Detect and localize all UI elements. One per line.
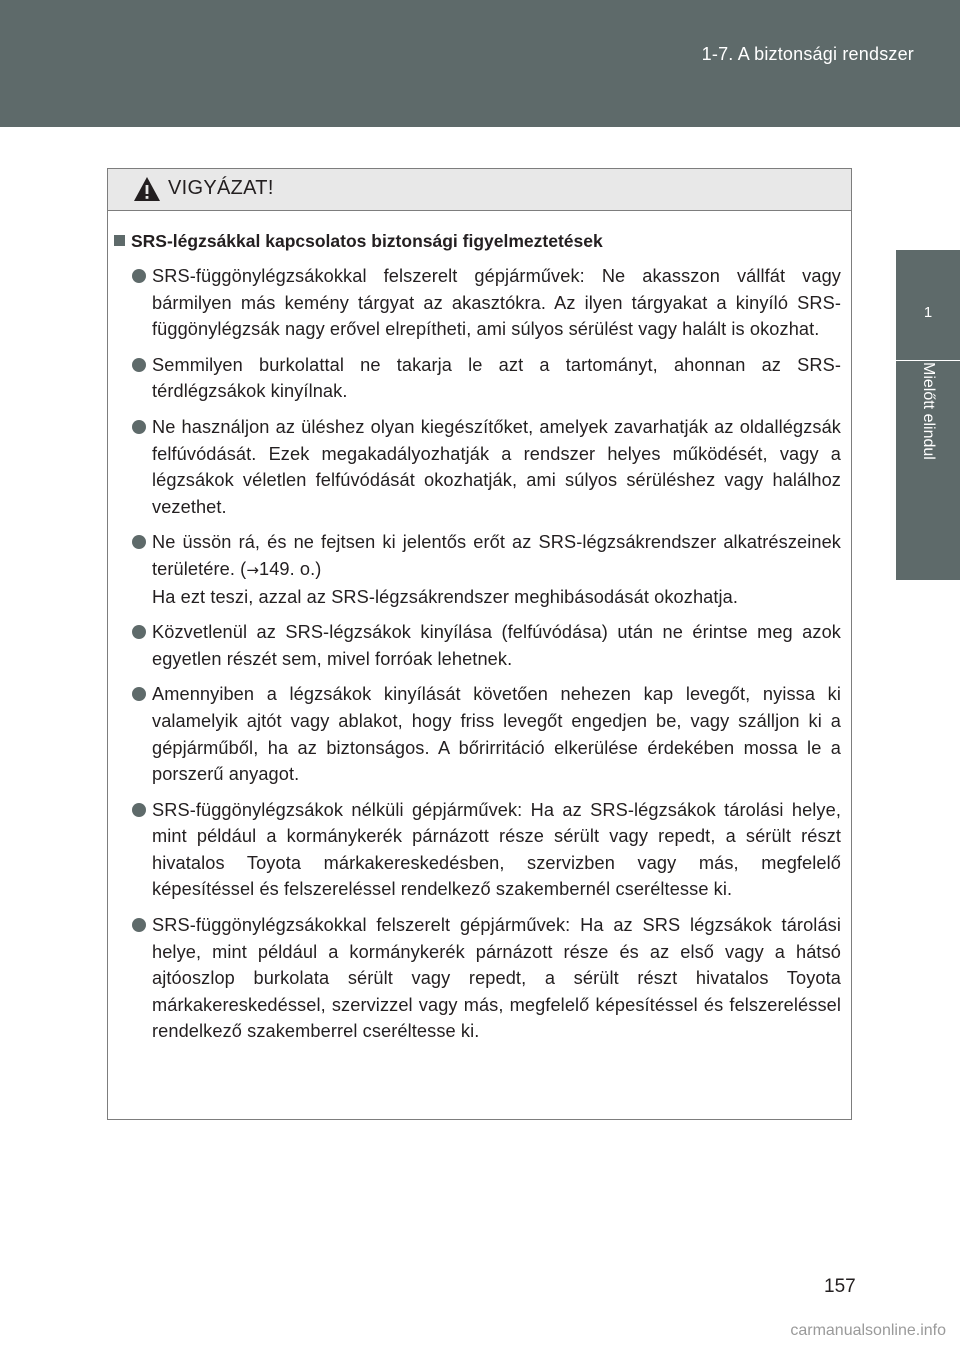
circle-bullet-icon [132, 687, 146, 701]
square-bullet-icon [114, 235, 125, 246]
chapter-number-tab [896, 250, 960, 361]
item-text-line: Ha ezt teszi, azzal az SRS-légzsákrendszer meghibásodását okozhatja. [152, 586, 739, 607]
circle-bullet-icon [132, 269, 146, 283]
list-item: Ne használjon az üléshez olyan kiegészítőket, amelyek zavarhatják az oldallégzsák felfúvódását. Ezek megakadályozhatják a rendszer helyes működését, vagy a légzsákok véletlen felfúvódását okozhatják, ami súlyos sérüléshez vagy halálhoz vezethet. [132, 414, 841, 520]
circle-bullet-icon [132, 358, 146, 372]
section-title-header: 1-7. A biztonsági rendszer [701, 44, 914, 64]
circle-bullet-icon [132, 420, 146, 434]
list-item: SRS-függönylégzsákok nélküli gépjárművek: Ha az SRS-légzsákok tárolási helye, mint például a kormánykerék párnázott része sérült vagy repedt, a sérült részt hivatalos Toyota márkakereskedésben, szervizben vagy más, megfelelő képesítéssel és felszereléssel rendelkező szakembernél cseréltesse ki. [132, 797, 841, 903]
item-text-line: Ne üssön rá, és ne fejtsen ki jelentős erőt az SRS-légzsákrendszer alkatrészeinek területére. (→149. o.) [152, 532, 841, 579]
circle-bullet-icon [132, 625, 146, 639]
page-reference-link[interactable]: 149. o.) [258, 558, 322, 579]
list-item: Semmilyen burkolattal ne takarja le azt a tartományt, ahonnan az SRS-térdlégzsákok kinyílnak. [132, 352, 841, 405]
chapter-number: 1 [923, 304, 933, 321]
list-item: Közvetlenül az SRS-légzsákok kinyílása (felfúvódása) után ne érintse meg azok egyetlen részét sem, mivel forróak lehetnek. [132, 619, 841, 672]
watermark: carmanualsonline.info [790, 1322, 946, 1339]
warning-header [108, 169, 851, 211]
warning-box [107, 168, 852, 1120]
circle-bullet-icon [132, 803, 146, 817]
list-item [132, 529, 841, 610]
chapter-label: Mielőtt elindul [920, 362, 937, 460]
warning-triangle-icon [132, 175, 162, 203]
list-item: Amennyiben a légzsákok kinyílását követően nehezen kap levegőt, nyissa ki valamelyik ajtót vagy ablakot, hogy friss levegőt engedjen be, vagy szálljon ki a gépjárműből, ha az biztonságos. A bőrirritáció elkerülése érdekében mossa le a porszerű anyagot. [132, 681, 841, 787]
chapter-label-tab [896, 362, 960, 580]
warning-list [132, 263, 841, 1054]
page-number: 157 [824, 1276, 856, 1297]
arrow-right-icon: → [246, 560, 259, 579]
chapter-header-band [0, 0, 960, 127]
circle-bullet-icon [132, 918, 146, 932]
list-item: SRS-függönylégzsákokkal felszerelt gépjárművek: Ne akasszon vállfát vagy bármilyen más kemény tárgyat az akasztókra. Az ilyen tárgyakat a kinyíló SRS-függönylégzsák nagy erővel elrepítheti, ami súlyos sérülést vagy halált is okozhat. [132, 263, 841, 343]
warning-section-title: SRS-légzsákkal kapcsolatos biztonsági figyelmeztetések [114, 229, 834, 253]
list-item: SRS-függönylégzsákokkal felszerelt gépjárművek: Ha az SRS légzsákok tárolási helye, mint például a kormánykerék párnázott része és az első vagy a hátsó ajtóoszlop burkolata sérült vagy repedt, a sérült részt hivatalos Toyota márkakereskedéssel, szervizzel vagy más, megfelelő képesítéssel és felszereléssel rendelkező szakemberrel cseréltesse ki. [132, 912, 841, 1045]
warning-title: VIGYÁZAT! [168, 177, 274, 199]
circle-bullet-icon [132, 535, 146, 549]
